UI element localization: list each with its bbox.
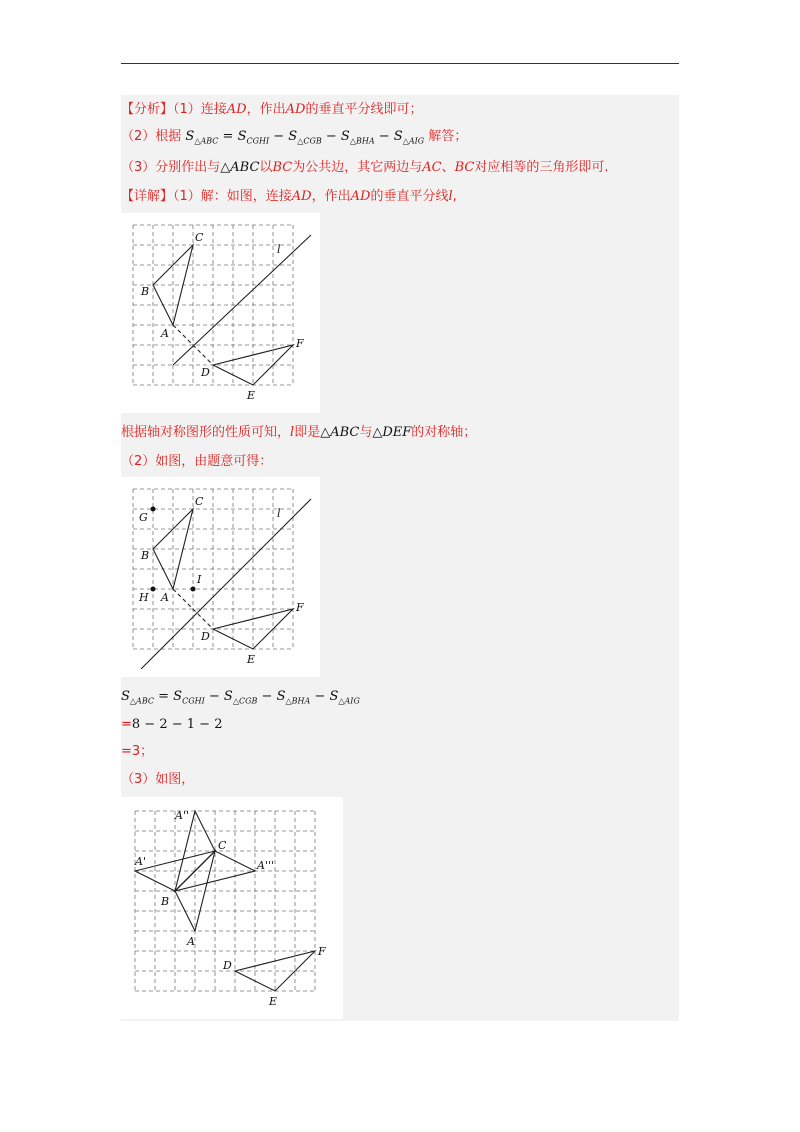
label-b: B [141,549,150,562]
point-g [151,507,156,512]
detail-line-3: （2）如图，由题意可得： [121,454,273,469]
point-h [151,587,156,592]
label-h: H [139,591,149,604]
analysis-line-3: （3）分别作出与△ABC以BC为公共边，其它两边与AC、BC对应相等的三角形即可. [121,160,609,175]
header-rule [121,63,679,64]
figure-3 [121,797,343,1019]
label-g: G [139,511,148,524]
label-e: E [247,389,256,402]
label-l: l [277,243,281,256]
label-d: D [201,630,210,643]
label-e: E [247,653,256,666]
label-c: C [195,495,204,508]
detail-tag: 【详解】 [121,189,174,204]
label-i: I [197,573,202,586]
area-formula-1: $S_{\triangle ABC} = S_{CGHI} - S_{\triangle CGB} - S_{\triangle BHA} - S_{\triangle AIG}$ [185,129,425,146]
label-a3: A''' [257,859,275,872]
analysis-line-2: （2）根据 $S_{\triangle ABC} = S_{CGHI} - S_{\triangle CGB} - S_{\triangle BHA} - S_{\triangle AIG}$ 解答； [121,129,468,146]
figure-2 [121,477,320,677]
label-c: C [218,839,227,852]
label-a1: A' [135,855,146,868]
area-formula-2: $S_{\triangle ABC} = S_{CGHI} - S_{\triangle CGB} - S_{\triangle BHA} - S_{\triangle AIG}$ [121,689,360,706]
detail-line-4: （3）如图， [121,772,195,787]
label-a: A [187,935,195,948]
point-i [191,587,196,592]
area-step-2: =3； [121,744,154,759]
label-f: F [318,945,326,958]
label-d: D [223,959,232,972]
label-a: A [161,327,169,340]
figure-1 [121,213,320,413]
analysis-tag: 【分析】 [121,102,174,117]
analysis-line-1: 【分析】（1）连接AD，作出AD的垂直平分线即可； [121,102,423,117]
label-a: A [161,591,169,604]
detail-line-1: 【详解】（1）解：如图，连接AD，作出AD的垂直平分线l, [121,189,457,204]
label-f: F [296,337,304,350]
label-f: F [296,601,304,614]
area-step-1: =8 − 2 − 1 − 2 [121,717,223,732]
label-e: E [269,995,278,1008]
detail-line-2: 根据轴对称图形的性质可知，l即是△ABC与△DEF的对称轴； [121,425,477,440]
line-l [141,499,311,669]
label-d: D [201,366,210,379]
label-a2: A'' [175,809,189,822]
label-b: B [141,285,150,298]
label-b: B [161,895,170,908]
label-c: C [195,231,204,244]
label-l: l [277,507,281,520]
